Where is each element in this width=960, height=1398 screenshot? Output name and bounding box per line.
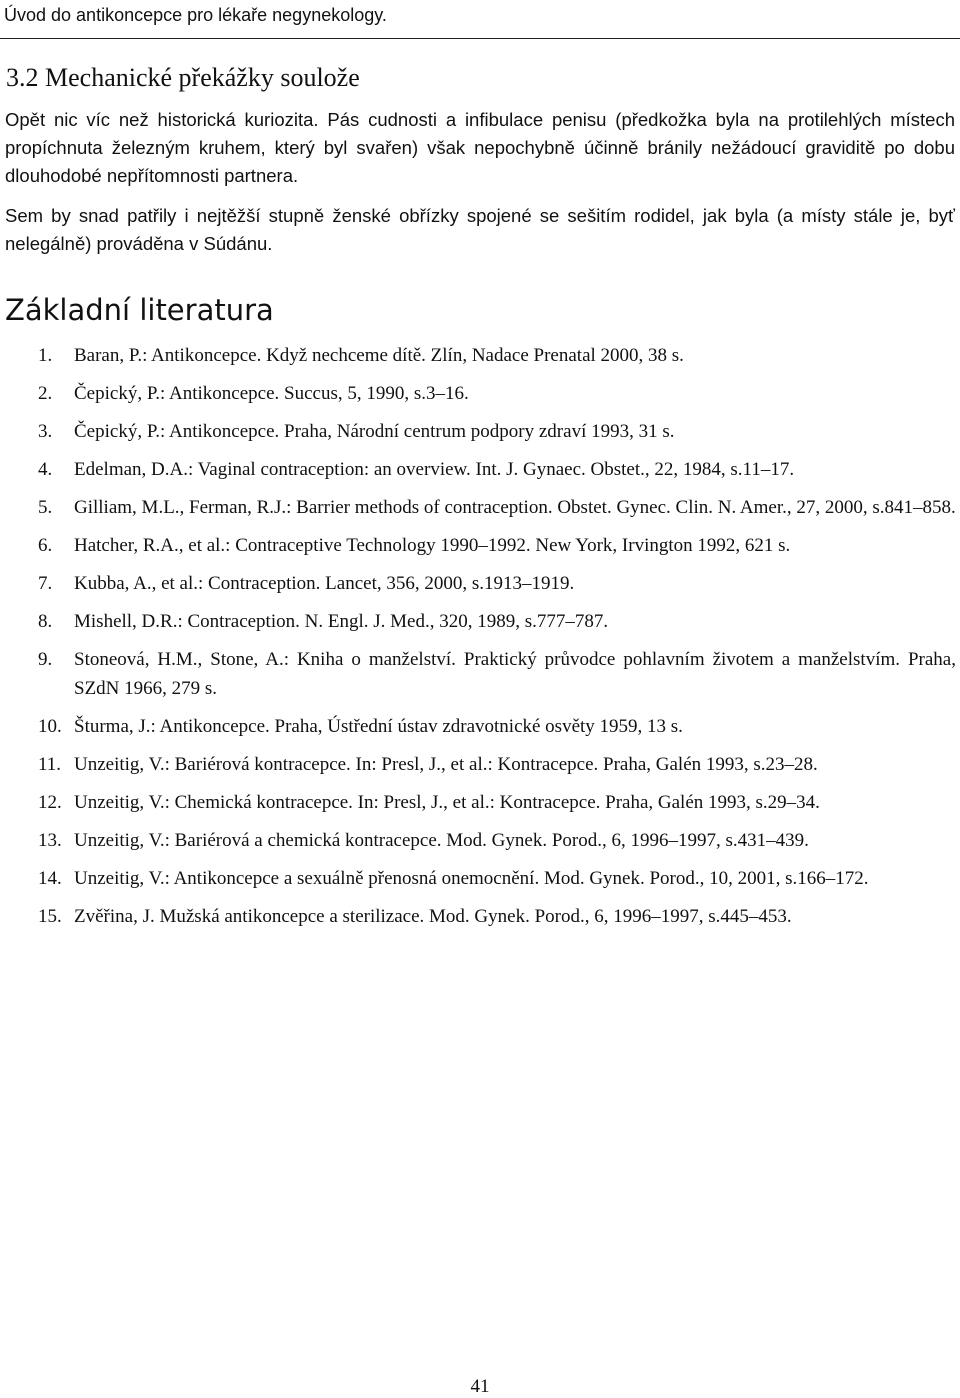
reference-item (0, 569, 960, 598)
reference-text: Čepický, P.: Antikoncepce. Praha, Národní centrum podpory zdraví 1993, 31 s. (74, 421, 675, 442)
reference-text: Zvěřina, J. Mužská antikoncepce a sterilizace. Mod. Gynek. Porod., 6, 1996–1997, s.445–453. (74, 906, 792, 927)
reference-item (0, 341, 960, 370)
reference-text: Edelman, D.A.: Vaginal contraception: an overview. Int. J. Gynaec. Obstet., 22, 1984, s.11–17. (74, 459, 795, 480)
reference-number: 14. (38, 868, 62, 889)
page-number: 41 (470, 1376, 490, 1397)
reference-text: Baran, P.: Antikoncepce. Když nechceme dítě. Zlín, Nadace Prenatal 2000, 38 s. (74, 345, 684, 366)
reference-item (0, 531, 960, 560)
reference-text: Čepický, P.: Antikoncepce. Succus, 5, 1990, s.3–16. (74, 383, 469, 404)
reference-number: 5. (38, 497, 53, 518)
reference-number: 9. (38, 649, 53, 670)
reference-number: 15. (38, 906, 62, 927)
reference-item (0, 455, 960, 484)
reference-item (0, 902, 960, 931)
reference-item (0, 379, 960, 408)
header-divider (0, 38, 960, 39)
running-header: Úvod do antikoncepce pro lékaře negynekology. (4, 5, 387, 25)
reference-number: 7. (38, 573, 53, 594)
reference-number: 12. (38, 792, 62, 813)
reference-text: Stoneová, H.M., Stone, A.: Kniha o manželství. Praktický průvodce pohlavním životem a manželstvím. Praha, SZdN 1966, 279 s. (74, 649, 956, 699)
reference-item (0, 864, 960, 893)
reference-item (0, 712, 960, 741)
reference-item (0, 750, 960, 779)
body-paragraph: Sem by snad patřily i nejtěžší stupně ženské obřízky spojené se sešitím rodidel, jak byla (a místy stále je, byť nelegálně) prováděna v Súdánu. (5, 205, 955, 254)
reference-number: 11. (38, 754, 62, 775)
reference-number: 4. (38, 459, 53, 480)
reference-item (0, 493, 960, 522)
section-title: 3.2 Mechanické překážky soulože (6, 63, 360, 92)
reference-text: Unzeitig, V.: Antikoncepce a sexuálně přenosná onemocnění. Mod. Gynek. Porod., 10, 2001, s.166–172. (74, 868, 869, 889)
reference-list (0, 341, 960, 940)
reference-text: Unzeitig, V.: Bariérová kontracepce. In: Presl, J., et al.: Kontracepce. Praha, Galén 1993, s.23–28. (74, 754, 818, 775)
literature-heading: Základní literatura (5, 293, 274, 327)
reference-text: Mishell, D.R.: Contraception. N. Engl. J. Med., 320, 1989, s.777–787. (74, 611, 609, 632)
reference-text: Hatcher, R.A., et al.: Contraceptive Technology 1990–1992. New York, Irvington 1992, 621 s. (74, 535, 791, 556)
reference-item (0, 417, 960, 446)
reference-text: Kubba, A., et al.: Contraception. Lancet, 356, 2000, s.1913–1919. (74, 573, 575, 594)
body-paragraph: Opět nic víc než historická kuriozita. Pás cudnosti a infibulace penisu (předkožka byla na protilehlých místech propíchnuta železným kruhem, který byl svařen) však nepochybně účinně bránily nežádoucí graviditě po dobu dlouhodobé nepřítomnosti partnera. (5, 109, 955, 186)
reference-number: 6. (38, 535, 53, 556)
reference-item (0, 607, 960, 636)
reference-number: 8. (38, 611, 53, 632)
reference-item (0, 788, 960, 817)
reference-number: 3. (38, 421, 53, 442)
reference-number: 1. (38, 345, 53, 366)
reference-item (0, 826, 960, 855)
reference-text: Unzeitig, V.: Bariérová a chemická kontracepce. Mod. Gynek. Porod., 6, 1996–1997, s.431–439. (74, 830, 809, 851)
reference-number: 13. (38, 830, 62, 851)
reference-text: Unzeitig, V.: Chemická kontracepce. In: Presl, J., et al.: Kontracepce. Praha, Galén 1993, s.29–34. (74, 792, 820, 813)
reference-text: Gilliam, M.L., Ferman, R.J.: Barrier methods of contraception. Obstet. Gynec. Clin. N. Amer., 27, 2000, s.841–858. (74, 497, 956, 518)
reference-number: 10. (38, 716, 62, 737)
reference-text: Šturma, J.: Antikoncepce. Praha, Ústřední ústav zdravotnické osvěty 1959, 13 s. (74, 716, 683, 737)
reference-item (0, 645, 960, 703)
reference-number: 2. (38, 383, 53, 404)
